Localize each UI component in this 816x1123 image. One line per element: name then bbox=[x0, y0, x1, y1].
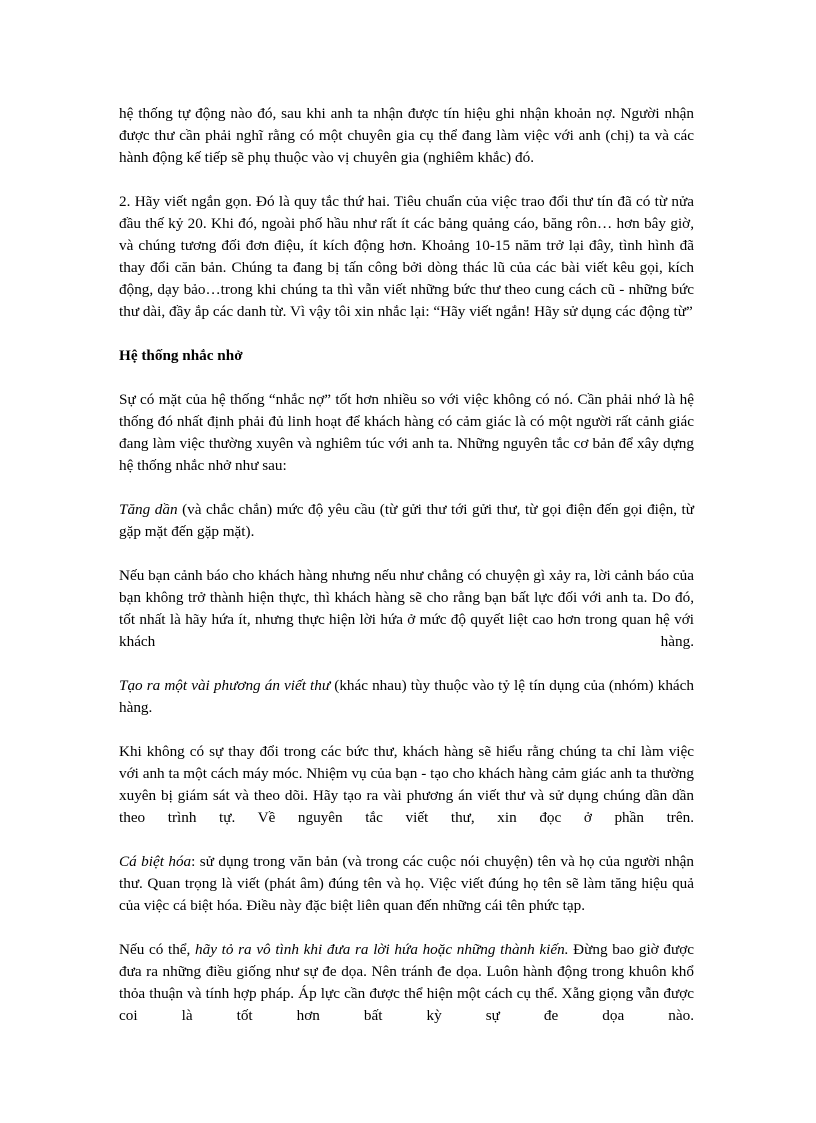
paragraph-monitoring: Khi không có sự thay đổi trong các bức thư, khách hàng sẽ hiểu rằng chúng ta chỉ làm việc với anh ta một cách máy móc. Nhiệm vụ của bạn - tạo cho khách hàng cảm giác anh ta thường xuyên bị giám sát và theo dõi. Hãy tạo ra vài phương án viết thư và sử dụng chúng dần dần theo trình tự. Về nguyên tắc viết thư, xin đọc ở phần trên. bbox=[119, 743, 694, 826]
paragraph-reminder-system: Sự có mặt của hệ thống “nhắc nợ” tốt hơn nhiều so với việc không có nó. Cần phải nhớ là hệ thống đó nhất định phải đủ linh hoạt để khách hàng có cảm giác là có một người rất cảnh giác đang làm việc thường xuyên và nghiêm túc với anh ta. Những nguyên tắc cơ bản để xây dựng hệ thống nhắc nhở như sau: bbox=[119, 391, 694, 474]
paragraph-text: (và chắc chắn) mức độ yêu cầu (từ gửi thư tới gửi thư, từ gọi điện đến gọi điện, từ gặp mặt đến gặp mặt). bbox=[119, 501, 695, 540]
italic-phrase: Cá biệt hóa bbox=[119, 853, 192, 870]
paragraph-rule-two: 2. Hãy viết ngắn gọn. Đó là quy tắc thứ hai. Tiêu chuẩn của việc trao đổi thư tín đã có từ nửa đầu thế kỷ 20. Khi đó, ngoài phố hầu như rất ít các bảng quảng cáo, băng rôn… hơn bây giờ, và chúng tương đối đơn điệu, ít kích động hơn. Khoảng 10-15 năm trở lại đây, tình hình đã thay đổi căn bản. Chúng ta đang bị tấn công bởi dòng thác lũ của các bài viết kêu gọi, kích động, dạy bảo…trong khi chúng ta thì vẫn viết những bức thư theo cung cách cũ - những bức thư dài, đầy ắp các danh từ. Vì vậy tôi xin nhắc lại: “Hãy viết ngắn! Hãy sử dụng các động từ” bbox=[119, 193, 694, 320]
italic-phrase: Tạo ra một vài phương án viết thư bbox=[119, 677, 331, 694]
paragraph-text: : sử dụng trong văn bản (và trong các cuộc nói chuyện) tên và họ của người nhận thư. Quan trọng là viết (phát âm) đúng tên và họ. Việc viết đúng họ tên sẽ làm tăng hiệu quả của việc cá biệt hóa. Điều này đặc biệt liên quan đến những cái tên phức tạp. bbox=[119, 853, 695, 914]
paragraph-threats bbox=[119, 939, 694, 1027]
paragraph-variants bbox=[119, 675, 694, 719]
paragraph-intro: hệ thống tự động nào đó, sau khi anh ta nhận được tín hiệu ghi nhận khoản nợ. Người nhận được thư cần phải nghĩ rằng có một chuyên gia cụ thể đang làm việc với anh (chị) ta và các hành động kế tiếp sẽ phụ thuộc vào vị chuyên gia (nghiêm khắc) đó. bbox=[119, 105, 694, 166]
paragraph-text: (khác nhau) tùy thuộc vào tỷ lệ tín dụng của (nhóm) khách hàng. bbox=[119, 677, 694, 716]
paragraph-text: Nếu có thể, bbox=[119, 941, 196, 958]
italic-phrase: hãy tỏ ra vô tình khi đưa ra lời hứa hoặc những thành kiến. bbox=[195, 941, 569, 958]
document-page bbox=[119, 103, 694, 1049]
paragraph-text: Đừng bao giờ được đưa ra những điều giống như sự đe dọa. Nên tránh đe dọa. Luôn hành động trong khuôn khổ thỏa thuận và tính hợp pháp. Áp lực cần được thể hiện một cách cụ thể. Xẵng giọng vẫn được coi là tốt hơn bất kỳ sự đe dọa nào. bbox=[119, 941, 694, 1024]
italic-phrase: Tăng dần bbox=[119, 501, 178, 518]
section-heading: Hệ thống nhắc nhở bbox=[119, 347, 243, 364]
paragraph-increase bbox=[119, 499, 694, 543]
paragraph-warning: Nếu bạn cảnh báo cho khách hàng nhưng nếu như chẳng có chuyện gì xảy ra, lời cảnh báo của bạn không trở thành hiện thực, thì khách hàng sẽ cho rằng bạn bất lực đối với anh ta. Do đó, tốt nhất là hãy hứa ít, nhưng thực hiện lời hứa ở mức độ quyết liệt cao hơn trong quan hệ với khách hàng. bbox=[119, 567, 694, 650]
paragraph-personalization bbox=[119, 851, 694, 917]
